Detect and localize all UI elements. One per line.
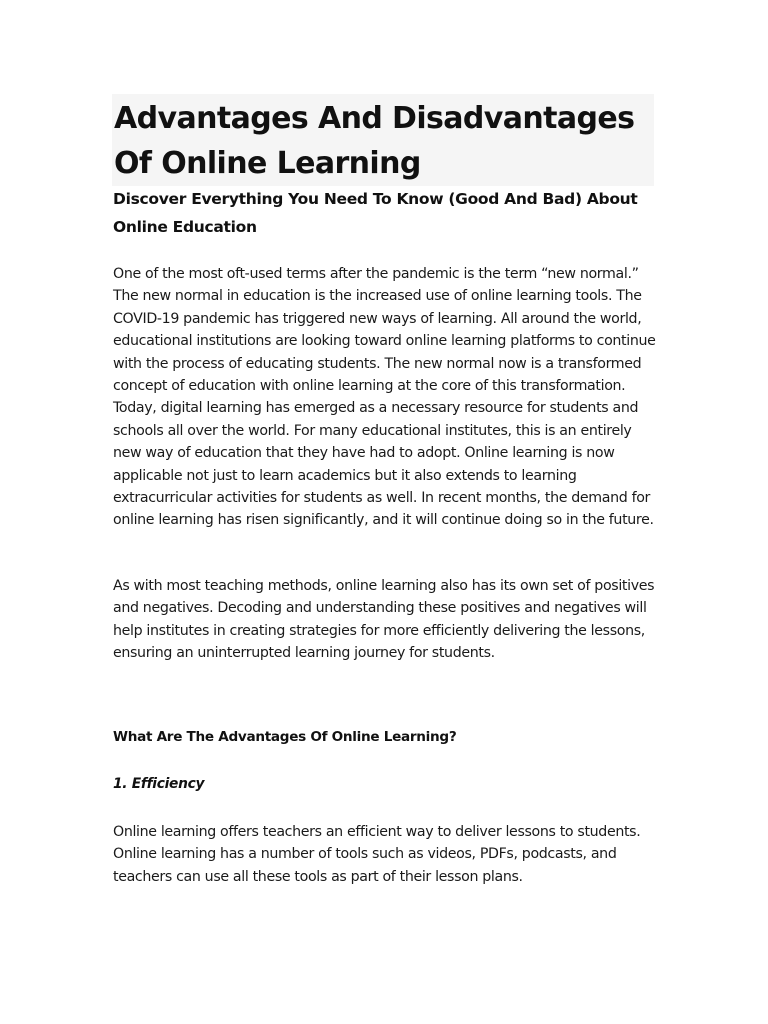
second-paragraph: As with most teaching methods, online learning also has its own set of positives and negatives. Decoding and understanding these positives and negatives will help institutes in creating strategies for more efficiently delivering the lessons, ensuring an uninterrupted learning journey for students. — [113, 578, 655, 662]
document-subtitle: Discover Everything You Need To Know (Good And Bad) About Online Education — [113, 190, 638, 236]
document-title: Advantages And Disadvantages Of Online Learning — [114, 101, 635, 181]
advantages-heading: What Are The Advantages Of Online Learning? — [113, 729, 457, 745]
efficiency-heading: 1. Efficiency — [113, 776, 205, 792]
intro-paragraph: One of the most oft-used terms after the pandemic is the term “new normal.” The new normal in education is the increased use of online learning tools. The COVID-19 pandemic has triggered new ways of learning. All around the world, educational institutions are looking toward online learning platforms to continue with the process of educating students. The new normal now is a transformed concept of education with online learning at the core of this transformation. Today, digital learning has emerged as a necessary resource for students and schools all over the world. For many educational institutes, this is an entirely new way of education that they have had to adopt. Online learning is now applicable not just to learn academics but it also extends to learning extracurricular activities for students as well. In recent months, the demand for online learning has risen significantly, and it will continue doing so in the future. — [113, 266, 656, 529]
efficiency-paragraph: Online learning offers teachers an efficient way to deliver lessons to students. Online learning has a number of tools such as videos, PDFs, podcasts, and teachers can use all these tools as part of their lesson plans. — [113, 824, 641, 885]
